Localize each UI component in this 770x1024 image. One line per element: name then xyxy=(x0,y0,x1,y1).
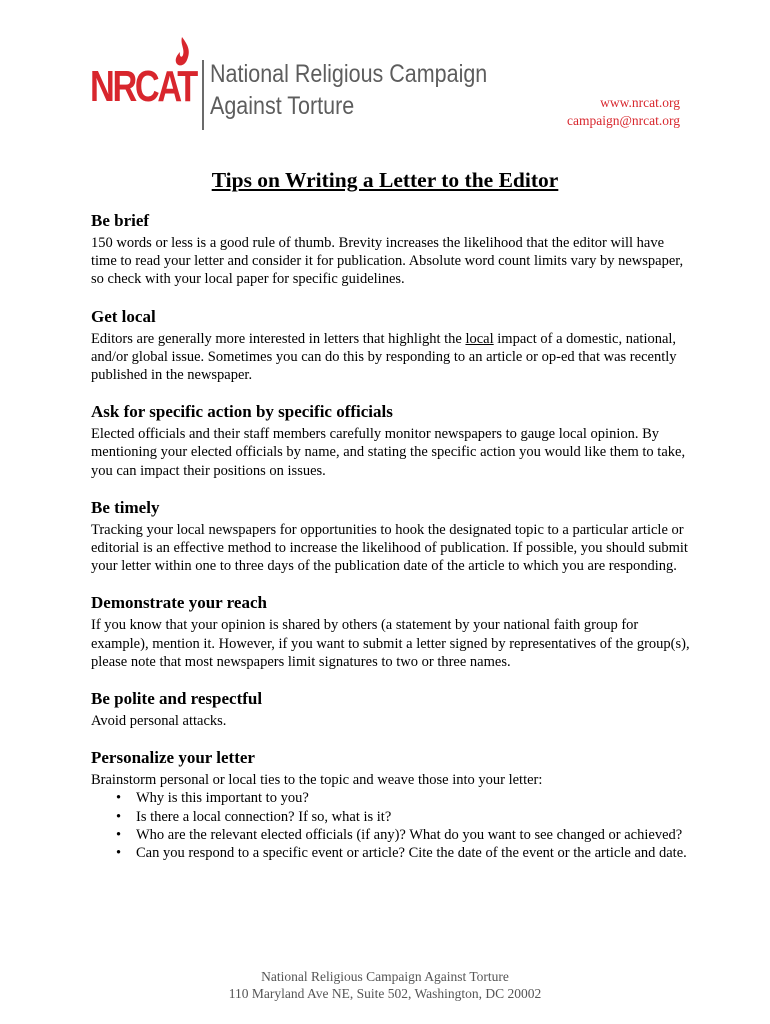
footer-address: 110 Maryland Ave NE, Suite 502, Washington, DC 20002 xyxy=(228,986,542,1001)
contact-info xyxy=(567,94,680,130)
bullet-icon: • xyxy=(116,790,122,807)
section-get-local xyxy=(91,306,691,385)
nrcat-logo xyxy=(88,36,198,132)
section-demonstrate-reach xyxy=(91,592,691,671)
list-item-text: Who are the relevant elected officials (if any)? What do you want to see changed or achieved? xyxy=(136,826,683,843)
organization-name-line1: National Religious Campaign xyxy=(210,60,488,88)
underlined-word: local xyxy=(465,330,494,347)
bullet-icon: • xyxy=(116,845,122,862)
organization-name-line2: Against Torture xyxy=(210,92,355,120)
bullet-icon: • xyxy=(116,808,122,825)
section-heading: Demonstrate your reach xyxy=(91,593,267,613)
logo-divider xyxy=(202,60,204,130)
section-heading: Be timely xyxy=(91,497,160,517)
section-ask-for-action xyxy=(91,401,691,480)
list-item xyxy=(91,844,691,862)
footer-org-name: National Religious Campaign Against Torture xyxy=(261,969,509,984)
section-text-part: Editors are generally more interested in letters that highlight the xyxy=(91,330,466,347)
section-text xyxy=(91,330,691,385)
document-title: Tips on Writing a Letter to the Editor xyxy=(211,168,559,192)
section-text: Brainstorm personal or local ties to the topic and weave those into your letter: xyxy=(91,772,543,789)
section-text-part: impact of a domestic, national, and/or global issue. Sometimes you can do this by responding to an article or op-ed that was recently published in the newspaper. xyxy=(91,330,677,384)
section-be-brief xyxy=(91,210,691,289)
list-item-text: Why is this important to you? xyxy=(136,790,309,807)
letterhead xyxy=(88,36,688,136)
bullet-list xyxy=(91,789,691,862)
logo-wordmark: NRCAT xyxy=(90,62,196,111)
footer xyxy=(0,968,770,1002)
list-item xyxy=(91,789,691,807)
list-item-text: Can you respond to a specific event or article? Cite the date of the event or the article and date. xyxy=(136,845,687,862)
section-text: Tracking your local newspapers for opportunities to hook the designated topic to a particular article or editorial is an effective method to increase the likelihood of publication. If possible, you should submit your letter within one to three days of the publication date of the article to which you are responding. xyxy=(91,521,688,575)
section-be-timely xyxy=(91,497,691,576)
website-link[interactable]: www.nrcat.org xyxy=(600,95,680,110)
organization-name xyxy=(210,58,487,122)
section-heading: Be polite and respectful xyxy=(91,689,263,709)
email-link[interactable]: campaign@nrcat.org xyxy=(566,113,680,128)
document-body xyxy=(91,210,691,879)
list-item xyxy=(91,826,691,844)
section-text: Avoid personal attacks. xyxy=(91,713,227,730)
list-item-text: Is there a local connection? If so, what is it? xyxy=(136,808,392,825)
section-text: 150 words or less is a good rule of thumb. Brevity increases the likelihood that the editor will have time to read your letter and consider it for publication. Absolute word count limits vary by newspaper, so check with your local paper for specific guidelines. xyxy=(91,235,684,288)
bullet-icon: • xyxy=(116,826,122,843)
list-item xyxy=(91,808,691,826)
section-heading: Be brief xyxy=(91,211,150,230)
section-heading: Get local xyxy=(91,306,156,326)
section-heading: Ask for specific action by specific officials xyxy=(91,402,393,422)
section-be-polite xyxy=(91,688,691,730)
section-heading: Personalize your letter xyxy=(91,748,255,768)
section-personalize xyxy=(91,747,691,862)
section-text: If you know that your opinion is shared by others (a statement by your national faith group for example), mention it. However, if you want to submit a letter signed by representatives of the group(s), please note that most newspapers limit signatures to two or three names. xyxy=(91,617,690,670)
section-text: Elected officials and their staff members carefully monitor newspapers to gauge local opinion. By mentioning your elected officials by name, and stating the specific action you would like them to take, you can impact their positions on issues. xyxy=(91,426,686,479)
